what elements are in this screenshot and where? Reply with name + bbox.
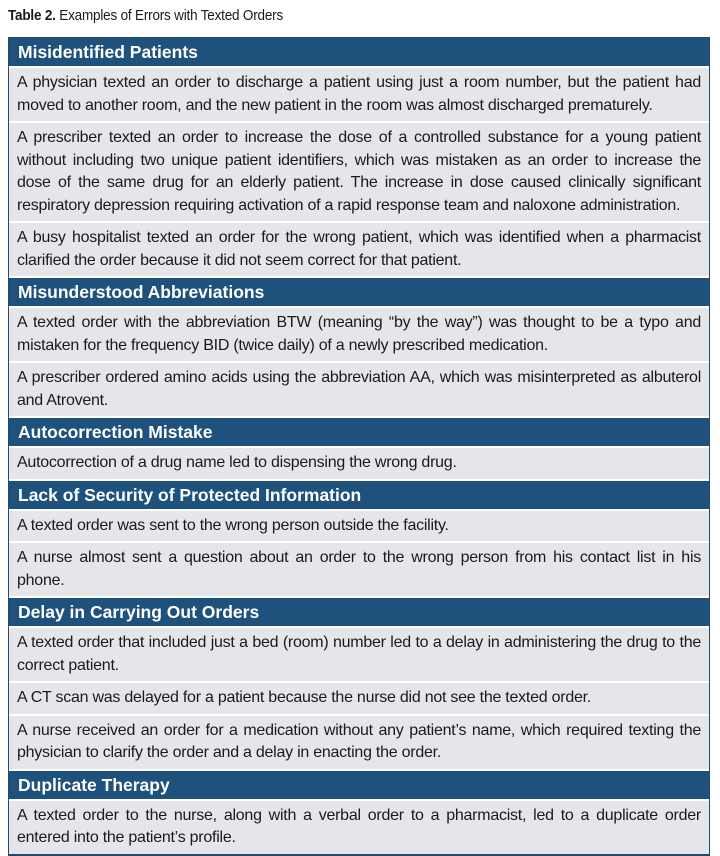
table-row	[9, 448, 709, 481]
row-text: A CT scan was delayed for a patient because the nurse did not see the texted order.	[17, 689, 591, 706]
section-header-delay-in-orders	[9, 598, 709, 628]
table-row	[9, 716, 709, 771]
section-header-misidentified-patients	[9, 38, 709, 68]
row-text: A prescriber ordered amino acids using the abbreviation AA, which was misinterpreted as albuterol and Atrovent.	[17, 369, 701, 409]
table-row	[9, 223, 709, 278]
table-row	[9, 801, 709, 855]
section-header-misunderstood-abbreviations	[9, 278, 709, 308]
table-row	[9, 628, 709, 683]
table-label: Table 2.	[8, 8, 56, 24]
section-header-autocorrection-mistake	[9, 418, 709, 448]
row-text: A busy hospitalist texted an order for the wrong patient, which was identified when a pharmacist clarified the order because it did not seem correct for that patient.	[17, 229, 701, 269]
row-text: A prescriber texted an order to increase the dose of a controlled substance for a young patient without including two unique patient identifiers, which was mistaken as an order to increase the dose of the same drug for an elderly patient. The increase in dose caused clinically significant respiratory depression requiring activation of a rapid response team and naloxone administration.	[17, 129, 701, 214]
section-header-label: Autocorrection Mistake	[18, 422, 213, 442]
row-text: A texted order was sent to the wrong person outside the facility.	[17, 516, 449, 534]
section-header-lack-of-security	[9, 481, 709, 511]
row-text: A physician texted an order to discharge a patient using just a room number, but the patient had moved to another room, and the new patient in the room was almost discharged prematurely.	[17, 74, 701, 114]
table-row	[9, 123, 709, 223]
table-row	[9, 68, 709, 123]
table-row	[9, 308, 709, 363]
section-header-label: Misunderstood Abbreviations	[18, 282, 265, 302]
section-header-label: Duplicate Therapy	[18, 774, 170, 795]
table-title: Examples of Errors with Texted Orders	[59, 8, 284, 24]
section-header-label: Lack of Security of Protected Information	[18, 484, 362, 505]
table-row	[9, 511, 709, 544]
table-row	[9, 363, 709, 418]
row-text: A texted order to the nurse, along with a verbal order to a pharmacist, led to a duplicate order entered into the patient’s profile.	[17, 806, 701, 846]
table-row	[9, 683, 709, 716]
row-text: A nurse received an order for a medication without any patient’s name, which required texting the physician to clarify the order and a delay in enacting the order.	[17, 721, 701, 761]
errors-table	[8, 37, 710, 856]
row-text: Autocorrection of a drug name led to dispensing the wrong drug.	[17, 454, 457, 471]
section-header-label: Delay in Carrying Out Orders	[18, 602, 260, 622]
table-row	[9, 543, 709, 598]
section-header-duplicate-therapy	[9, 771, 709, 801]
section-header-label: Misidentified Patients	[18, 42, 198, 62]
table-caption	[8, 8, 283, 24]
row-text: A nurse almost sent a question about an order to the wrong person from his contact list in his phone.	[17, 549, 701, 589]
row-text: A texted order with the abbreviation BTW (meaning “by the way”) was thought to be a typo and mistaken for the frequency BID (twice daily) of a newly prescribed medication.	[17, 314, 701, 354]
row-text: A texted order that included just a bed (room) number led to a delay in administering the drug to the correct patient.	[17, 634, 701, 674]
